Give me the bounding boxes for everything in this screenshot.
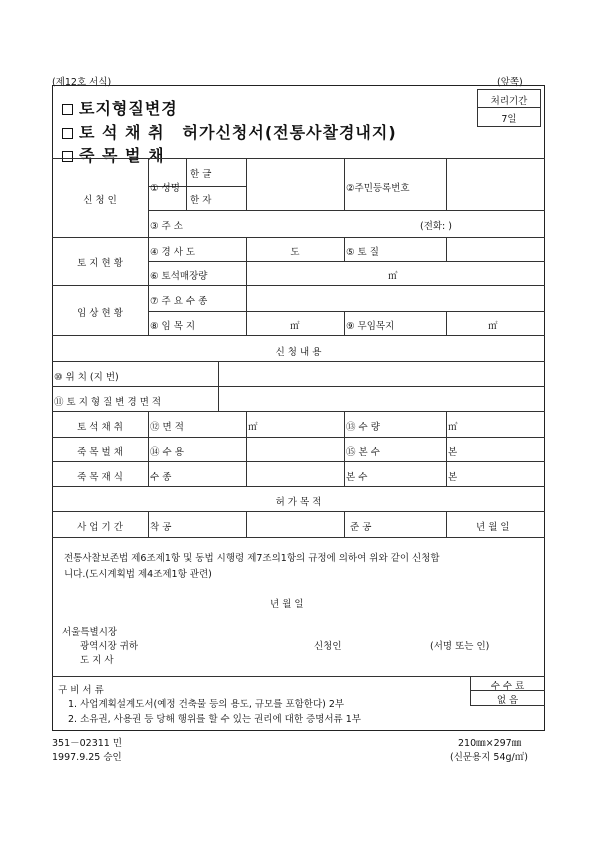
end-label: 준 공 (350, 522, 372, 533)
footer-paper: (신문용지 54g/㎡) (450, 752, 528, 763)
replant-count-unit[interactable]: 본 (448, 472, 458, 483)
footer-size: 210㎜×297㎜ (458, 738, 522, 749)
fell-row-label: 죽 목 벌 채 (77, 447, 123, 458)
addressee-line-2: 광역시장 귀하 (80, 641, 139, 652)
form-number: (제12호 서식) (52, 77, 112, 88)
replant-row-label: 죽 목 재 식 (77, 472, 123, 483)
forest-area-label: ⑧ 임 목 지 (150, 321, 196, 332)
phone-label: (전화: ) (420, 221, 452, 232)
nonforest-label: ⑨ 무임목지 (346, 321, 395, 332)
processing-period-value: 7일 (501, 114, 517, 125)
soil-label: ⑤ 토 질 (346, 247, 379, 258)
addressee-line-1: 서울특별시장 (62, 627, 118, 638)
address-label: ③ 주 소 (150, 221, 183, 232)
start-label: 착 공 (150, 522, 172, 533)
statement-line-1: 전통사찰보존법 제6조제1항 및 동법 시행령 제7조의1항의 규정에 의하여 위와 같이 신청합 (64, 553, 440, 564)
slope-label: ④ 경 사 도 (150, 247, 196, 258)
fee-label: 수 수 료 (490, 681, 525, 692)
applicant-signature-label: 신청인 (314, 641, 342, 652)
area-unit[interactable]: ㎡ (248, 422, 258, 433)
start-date-field[interactable] (248, 514, 342, 534)
main-species-field[interactable] (248, 288, 543, 308)
quantity-unit[interactable]: ㎥ (448, 422, 458, 433)
footer-approved: 1997.9.25 승인 (52, 752, 122, 763)
docs-item-2: 2. 소유권, 사용권 등 당해 행위를 할 수 있는 권리에 대한 증명서류 1부 (68, 714, 361, 725)
request-section-label: 신 청 내 용 (275, 347, 322, 358)
stone-reserve-unit[interactable]: ㎥ (388, 271, 398, 282)
name-hangul-field[interactable] (248, 160, 342, 184)
statement-line-2: 니다.(도시계획법 제4조제1항 관련) (64, 569, 212, 580)
rrn-label: ②주민등록번호 (346, 183, 410, 194)
period-label: 사 업 기 간 (77, 522, 123, 533)
purpose-section-label: 허 가 목 적 (275, 497, 322, 508)
checkbox-land-change[interactable] (62, 104, 73, 115)
use-label: ⑭ 수 용 (150, 447, 184, 458)
page-side-label: (앞쪽) (497, 77, 523, 88)
change-area-field[interactable] (220, 388, 543, 409)
title-line-3-clipped: 죽 목 벌 채 (62, 143, 165, 151)
docs-item-1: 1. 사업계획설계도서(예정 건축물 등의 용도, 규모를 포함한다) 2부 (68, 699, 345, 710)
soil-field[interactable] (448, 239, 543, 259)
replant-species-label: 수 종 (150, 472, 172, 483)
change-area-label: ⑪ 토 지 형 질 변 경 면 적 (54, 397, 162, 408)
forest-area-unit[interactable]: ㎡ (290, 321, 300, 332)
address-field[interactable] (248, 212, 418, 234)
application-date[interactable]: 년 월 일 (270, 599, 304, 610)
main-species-label: ⑦ 주 요 수 종 (150, 296, 208, 307)
name-label: ① 성명 (150, 183, 180, 194)
nonforest-unit[interactable]: ㎡ (488, 321, 498, 332)
fee-value: 없 음 (496, 695, 519, 706)
stone-reserve-label: ⑥ 토석매장량 (150, 271, 208, 282)
signature-field[interactable]: (서명 또는 인) (430, 641, 490, 652)
footer-code: 351－02311 민 (52, 738, 123, 749)
quantity-label: ⑬ 수 량 (346, 422, 380, 433)
slope-unit[interactable]: 도 (290, 247, 300, 258)
use-field[interactable] (248, 439, 342, 459)
replant-species-field[interactable] (248, 464, 342, 484)
title-line-1: 토지형질변경 (62, 96, 178, 119)
stone-row-label: 토 석 채 취 (77, 422, 123, 433)
hanja-label: 한 자 (190, 195, 212, 206)
applicant-section-label: 신 청 인 (83, 195, 117, 206)
location-field[interactable] (220, 363, 543, 384)
hangul-label: 한 글 (190, 169, 212, 180)
title-line-2: 토 석 채 취 허가신청서(전통사찰경내지) (62, 120, 397, 143)
land-section-label: 토 지 현 황 (77, 258, 123, 269)
end-date-field[interactable]: 년 월 일 (476, 522, 510, 533)
name-hanja-field[interactable] (248, 188, 342, 208)
checkbox-tree-felling[interactable] (62, 151, 73, 162)
checkbox-stone-quarry[interactable] (62, 128, 73, 139)
count-label: ⑮ 본 수 (346, 447, 380, 458)
rrn-field[interactable] (448, 160, 543, 208)
forest-section-label: 임 상 현 황 (77, 308, 123, 319)
docs-title: 구 비 서 류 (58, 685, 104, 696)
count-unit[interactable]: 본 (448, 447, 458, 458)
processing-period-label: 처리기간 (490, 96, 528, 107)
replant-count-label: 본 수 (346, 472, 368, 483)
location-label: ⑩ 위 치 (지 번) (54, 372, 119, 383)
addressee-line-3: 도 지 사 (80, 655, 114, 666)
area-label: ⑫ 면 적 (150, 422, 184, 433)
